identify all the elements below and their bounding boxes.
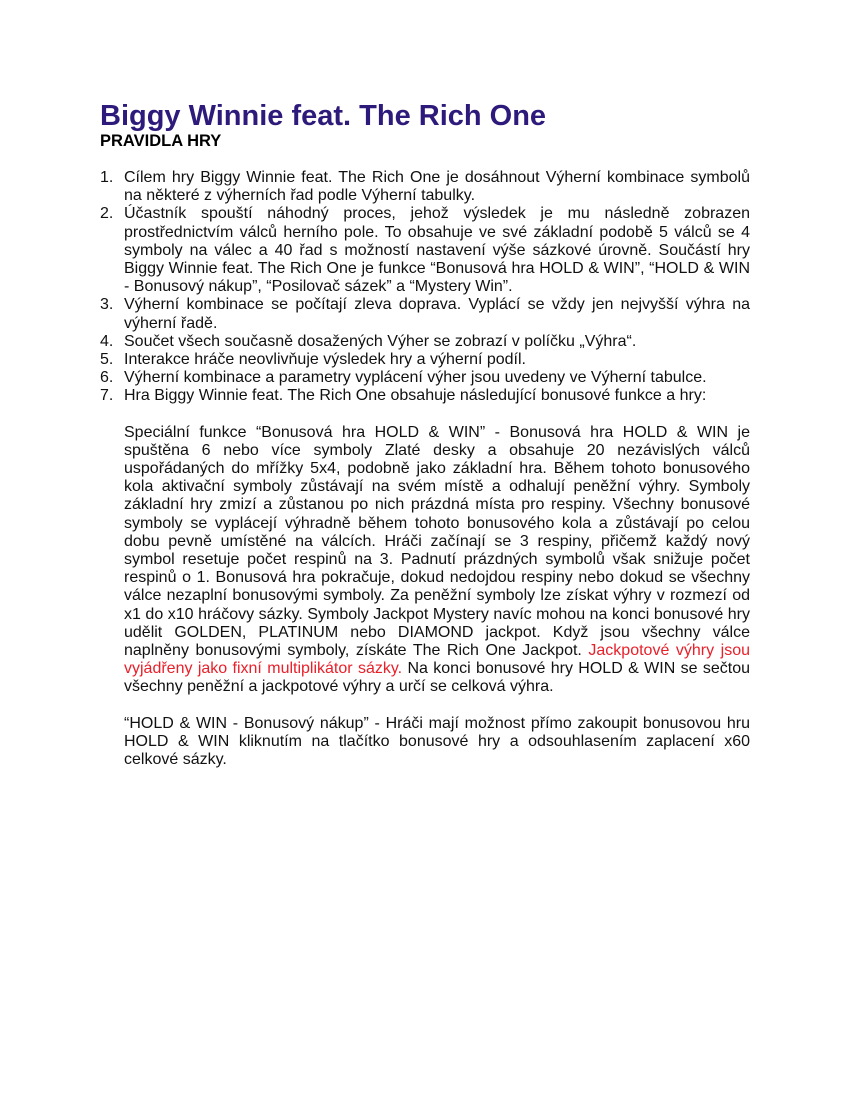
rule-text: Výherní kombinace se počítají zleva doprava. Vyplácí se vždy jen nejvyšší výhra na výherní řadě.: [124, 296, 750, 332]
rule-item: [100, 205, 750, 296]
hold-and-win-description: [124, 424, 750, 697]
rule-text: Výherní kombinace a parametry vyplácení výher jsou uvedeny ve Výherní tabulce.: [124, 369, 707, 387]
document-page: [100, 100, 750, 769]
rules-list: [100, 169, 750, 406]
rule-number: 3.: [100, 296, 114, 314]
rule-text: Cílem hry Biggy Winnie feat. The Rich One je dosáhnout Výherní kombinace symbolů na některé z výherních řad podle Výherní tabulky.: [124, 169, 750, 205]
rule-number: 5.: [100, 351, 114, 369]
rule-number: 2.: [100, 205, 114, 223]
rule-item: [100, 169, 750, 205]
rule-text: Součet všech současně dosažených Výher se zobrazí v políčku „Výhra“.: [124, 332, 637, 350]
rule-item: [100, 387, 750, 405]
rule-number: 7.: [100, 387, 114, 405]
rule-item: [100, 296, 750, 332]
hold-and-win-text: Speciální funkce “Bonusová hra HOLD & WIN” - Bonusová hra HOLD & WIN je spuštěna 6 nebo více symboly Zlaté desky a obsahuje 20 nezávislých válců uspořádaných do mřížky 5x4, podobně jako základní hra. Během tohoto bonusového kola aktivační symboly zůstávají na svém místě a odhalují peněžní výhry. Symboly základní hry zmizí a zůstanou po nich prázdná místa pro respiny. Všechny bonusové symboly se vyplácejí výhradně během tohoto bonusového kola a zůstávají po celou dobu pevně umístěné na válcích. Hráči začínají se 3 respiny, přičemž každý nový symbol resetuje počet respinů na 3. Padnutí prázdných symbolů však snižuje počet respinů o 1. Bonusová hra pokračuje, dokud nedojdou respiny nebo dokud se všechny válce nezaplní bonusovými symboly. Za peněžní symboly lze získat výhry v rozmezí od x1 do x10 hráčovy sázky. Symboly Jackpot Mystery navíc mohou na konci bonusové hry udělit GOLDEN, PLATINUM nebo DIAMOND jackpot. Když jsou všechny válce naplněny bonusovými symboly, získáte The Rich One Jackpot.: [124, 423, 750, 660]
rule-item: [100, 333, 750, 351]
rule-number: 6.: [100, 369, 114, 387]
rule-text: Účastník spouští náhodný proces, jehož výsledek je mu následně zobrazen prostřednictvím válců herního pole. To obsahuje ve své základní podobě 5 válců se 4 symboly na válec a 40 řad s možností nastavení výše sázkové úrovně. Součástí hry Biggy Winnie feat. The Rich One je funkce “Bonusová hra HOLD & WIN”, “HOLD & WIN - Bonusový nákup”, “Posilovač sázek” a “Mystery Win”.: [124, 205, 750, 296]
bonus-buy-description: “HOLD & WIN - Bonusový nákup” - Hráči mají možnost přímo zakoupit bonusovou hru HOLD & WIN kliknutím na tlačítko bonusové hry a odsouhlasením zaplacení x60 celkové sázky.: [124, 714, 750, 769]
rule-item: [100, 351, 750, 369]
rule-text: Hra Biggy Winnie feat. The Rich One obsahuje následující bonusové funkce a hry:: [124, 387, 707, 405]
hold-and-win-text-end: Na konci bonusové hry HOLD & WIN se sečtou všechny peněžní a jackpotové výhry a určí se celková výhra.: [124, 660, 750, 696]
page-subtitle: PRAVIDLA HRY: [100, 132, 222, 150]
rule-item: [100, 369, 750, 387]
rule-number: 1.: [100, 169, 114, 186]
rule-number: 4.: [100, 332, 114, 350]
rule-text: Interakce hráče neovlivňuje výsledek hry a výherní podíl.: [124, 351, 526, 369]
page-title: Biggy Winnie feat. The Rich One: [100, 100, 547, 132]
jackpot-highlight-text: Jackpotové výhry jsou vyjádřeny jako fixní multiplikátor sázky.: [124, 642, 751, 678]
